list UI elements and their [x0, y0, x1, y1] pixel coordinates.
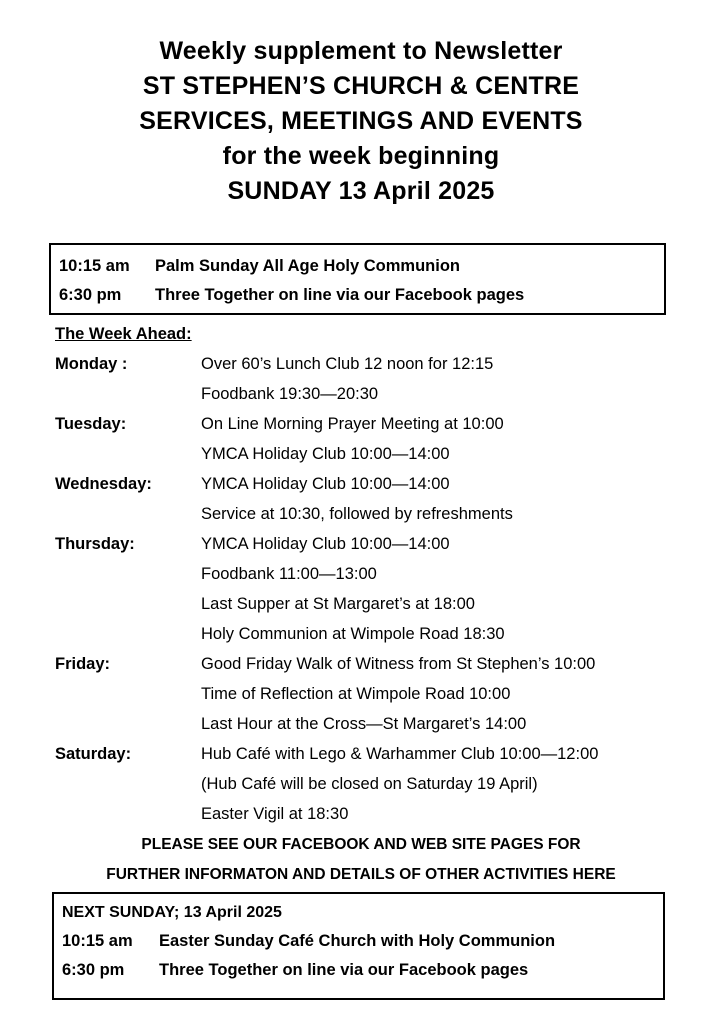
service-event: Three Together on line via our Facebook pages: [155, 286, 525, 304]
list-item: [55, 349, 675, 379]
title-line-4: for the week beginning: [222, 142, 500, 170]
service-row: [51, 252, 664, 281]
event-text: Last Supper at St Margaret’s at 18:00: [201, 595, 475, 613]
next-sunday-box: [52, 892, 665, 1000]
day-label: [55, 679, 201, 709]
event-text: Over 60’s Lunch Club 12 noon for 12:15: [201, 355, 494, 373]
event-text: YMCA Holiday Club 10:00—14:00: [201, 445, 450, 463]
list-item: [55, 529, 675, 559]
event-text: (Hub Café will be closed on Saturday 19 April): [201, 775, 538, 793]
service-time: 6:30 pm: [62, 961, 125, 979]
list-item: [55, 619, 675, 649]
list-item: [55, 649, 675, 679]
service-event: Three Together on line via our Facebook pages: [159, 961, 529, 979]
list-item: [55, 409, 675, 439]
title-line-1: Weekly supplement to Newsletter: [159, 37, 563, 65]
day-label: [55, 439, 201, 469]
list-item: [55, 739, 675, 769]
service-time: 10:15 am: [62, 932, 133, 950]
day-label: Friday:: [55, 655, 111, 673]
day-label: Wednesday:: [55, 475, 152, 493]
list-item: [55, 799, 675, 829]
day-label: [55, 709, 201, 739]
title-line-3: SERVICES, MEETINGS AND EVENTS: [139, 107, 583, 135]
day-label: Tuesday:: [55, 415, 127, 433]
service-row: [51, 281, 664, 310]
event-text: Good Friday Walk of Witness from St Stephen’s 10:00: [201, 655, 596, 673]
day-label: [55, 559, 201, 589]
week-ahead-heading: The Week Ahead:: [55, 325, 192, 343]
event-text: YMCA Holiday Club 10:00—14:00: [201, 475, 450, 493]
list-item: [55, 709, 675, 739]
sunday-services-box: [49, 243, 666, 315]
service-row: [54, 956, 663, 985]
day-label: Thursday:: [55, 535, 135, 553]
list-item: [55, 469, 675, 499]
day-label: [55, 589, 201, 619]
event-text: Easter Vigil at 18:30: [201, 805, 349, 823]
list-item: [55, 439, 675, 469]
list-item: [55, 679, 675, 709]
day-label: Monday :: [55, 355, 128, 373]
service-event: Palm Sunday All Age Holy Communion: [155, 257, 460, 275]
week-ahead-list: [55, 349, 675, 829]
event-text: Holy Communion at Wimpole Road 18:30: [201, 625, 505, 643]
event-text: On Line Morning Prayer Meeting at 10:00: [201, 415, 504, 433]
list-item: [55, 499, 675, 529]
day-label: [55, 619, 201, 649]
event-text: Last Hour at the Cross—St Margaret’s 14:00: [201, 715, 527, 733]
notice-line-1: PLEASE SEE OUR FACEBOOK AND WEB SITE PAGES FOR: [141, 836, 581, 853]
day-label: [55, 379, 201, 409]
list-item: [55, 559, 675, 589]
list-item: [55, 589, 675, 619]
website-notice: [0, 830, 722, 890]
day-label: [55, 769, 201, 799]
event-text: Hub Café with Lego & Warhammer Club 10:00—12:00: [201, 745, 599, 763]
event-text: Foodbank 11:00—13:00: [201, 565, 377, 583]
day-label: [55, 499, 201, 529]
title-line-5: SUNDAY 13 April 2025: [227, 177, 495, 205]
notice-line-2: FURTHER INFORMATON AND DETAILS OF OTHER ACTIVITIES HERE: [106, 866, 616, 883]
service-time: 6:30 pm: [59, 286, 122, 304]
day-label: Saturday:: [55, 745, 132, 763]
list-item: [55, 379, 675, 409]
page-title: [0, 34, 722, 209]
event-text: Foodbank 19:30—20:30: [201, 385, 379, 403]
service-row: [54, 927, 663, 956]
service-time: 10:15 am: [59, 257, 130, 275]
title-line-2: ST STEPHEN’S CHURCH & CENTRE: [142, 72, 580, 100]
next-sunday-heading: NEXT SUNDAY; 13 April 2025: [62, 904, 282, 921]
event-text: Time of Reflection at Wimpole Road 10:00: [201, 685, 511, 703]
day-label: [55, 799, 201, 829]
event-text: Service at 10:30, followed by refreshments: [201, 505, 513, 523]
service-event: Easter Sunday Café Church with Holy Communion: [159, 932, 556, 950]
event-text: YMCA Holiday Club 10:00—14:00: [201, 535, 450, 553]
list-item: [55, 769, 675, 799]
